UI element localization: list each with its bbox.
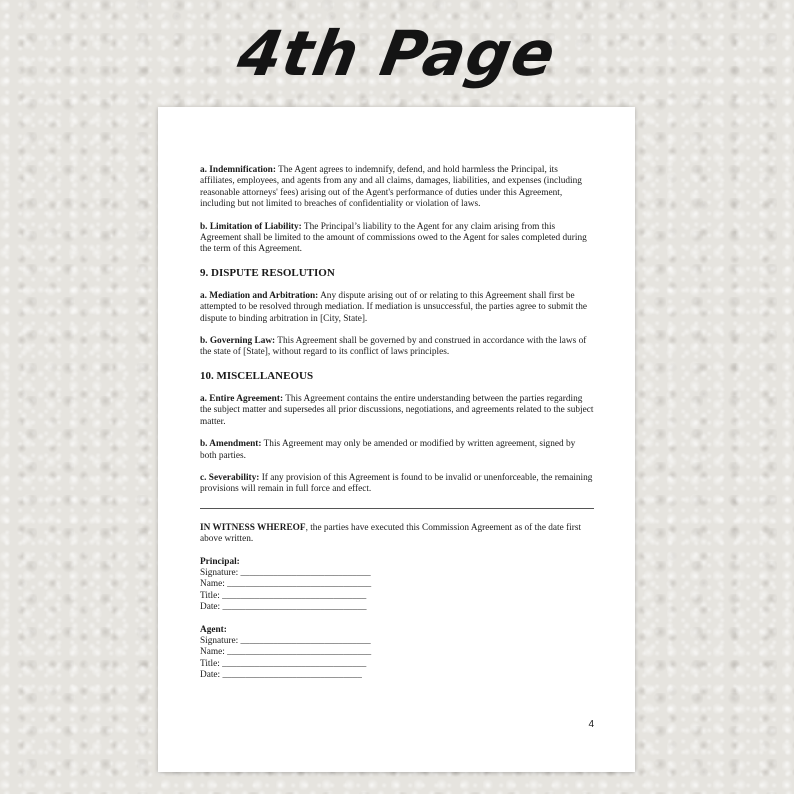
clause-text: If any provision of this Agreement is found to be invalid or unenforceable, the remaining provisions will remain in full force and effect. <box>200 472 593 495</box>
clause-heading: a. Entire Agreement: <box>200 393 284 404</box>
principal-signature-block <box>200 557 594 614</box>
principal-title-line: Title: _______________________________ <box>200 590 367 601</box>
agent-date-line: Date: ______________________________ <box>200 670 362 681</box>
clause-text: This Agreement may only be amended or modified by written agreement, signed by both parties. <box>200 439 576 461</box>
amendment-clause <box>200 439 594 462</box>
principal-date-line: Date: _______________________________ <box>200 602 367 613</box>
section-heading-miscellaneous: 10. MISCELLANEOUS <box>200 369 314 382</box>
document-page <box>158 107 635 772</box>
divider <box>200 508 594 509</box>
clause-heading: a. Indemnification: <box>200 165 276 175</box>
section-heading-dispute-resolution: 9. DISPUTE RESOLUTION <box>200 266 335 279</box>
agent-signature-block <box>200 625 594 682</box>
clause-text: This Agreement contains the entire understanding between the parties regarding the subject matter and supersedes all prior discussions, negotiations, and agreements related to the subject matter. <box>200 393 594 427</box>
witness-heading: IN WITNESS WHEREOF <box>200 522 306 533</box>
agent-heading: Agent: <box>200 624 227 635</box>
agent-signature-line: Signature: ____________________________ <box>200 635 371 646</box>
entire-agreement-clause <box>200 394 594 428</box>
agent-name-line: Name: _______________________________ <box>200 647 372 658</box>
indemnification-clause <box>200 165 594 211</box>
clause-heading: b. Governing Law: <box>200 336 276 347</box>
clause-text: The Principal’s liability to the Agent for any claim arising from this Agreement shall be limited to the amount of commissions owed to the Agent for sales completed during the term of this Agreement. <box>200 221 587 255</box>
principal-heading: Principal: <box>200 556 240 567</box>
witness-statement <box>200 523 594 546</box>
page-number: 4 <box>588 719 594 730</box>
severability-clause <box>200 473 594 496</box>
clause-text: Any dispute arising out of or relating to this Agreement shall first be attempted to be resolved through mediation. If mediation is unsuccessful, the parties agree to submit the dispute to binding arbitration in [City, State]. <box>200 290 588 324</box>
document-body <box>200 165 594 693</box>
principal-signature-line: Signature: ____________________________ <box>200 567 371 578</box>
clause-heading: c. Severability: <box>200 472 260 483</box>
page-heading: 4th Page <box>232 17 562 90</box>
principal-name-line: Name: _______________________________ <box>200 579 372 590</box>
clause-heading: a. Mediation and Arbitration: <box>200 290 319 301</box>
clause-heading: b. Amendment: <box>200 439 262 450</box>
witness-text: , the parties have executed this Commission Agreement as of the date first above written. <box>200 522 582 545</box>
mediation-arbitration-clause <box>200 291 594 325</box>
agent-title-line: Title: _______________________________ <box>200 658 367 669</box>
governing-law-clause <box>200 336 594 359</box>
clause-text: The Agent agrees to indemnify, defend, and hold harmless the Principal, its affiliates, employees, and agents from any and all claims, damages, liabilities, and expenses (including reasonable attorneys' fees) arising out of the Agent's performance of duties under this Agreement, including but not limited to breaches of confidentiality or violation of laws. <box>200 165 582 210</box>
clause-text: This Agreement shall be governed by and construed in accordance with the laws of the state of [State], without regard to its conflict of laws principles. <box>200 336 587 358</box>
clause-heading: b. Limitation of Liability: <box>200 221 302 232</box>
limitation-of-liability-clause <box>200 222 594 256</box>
